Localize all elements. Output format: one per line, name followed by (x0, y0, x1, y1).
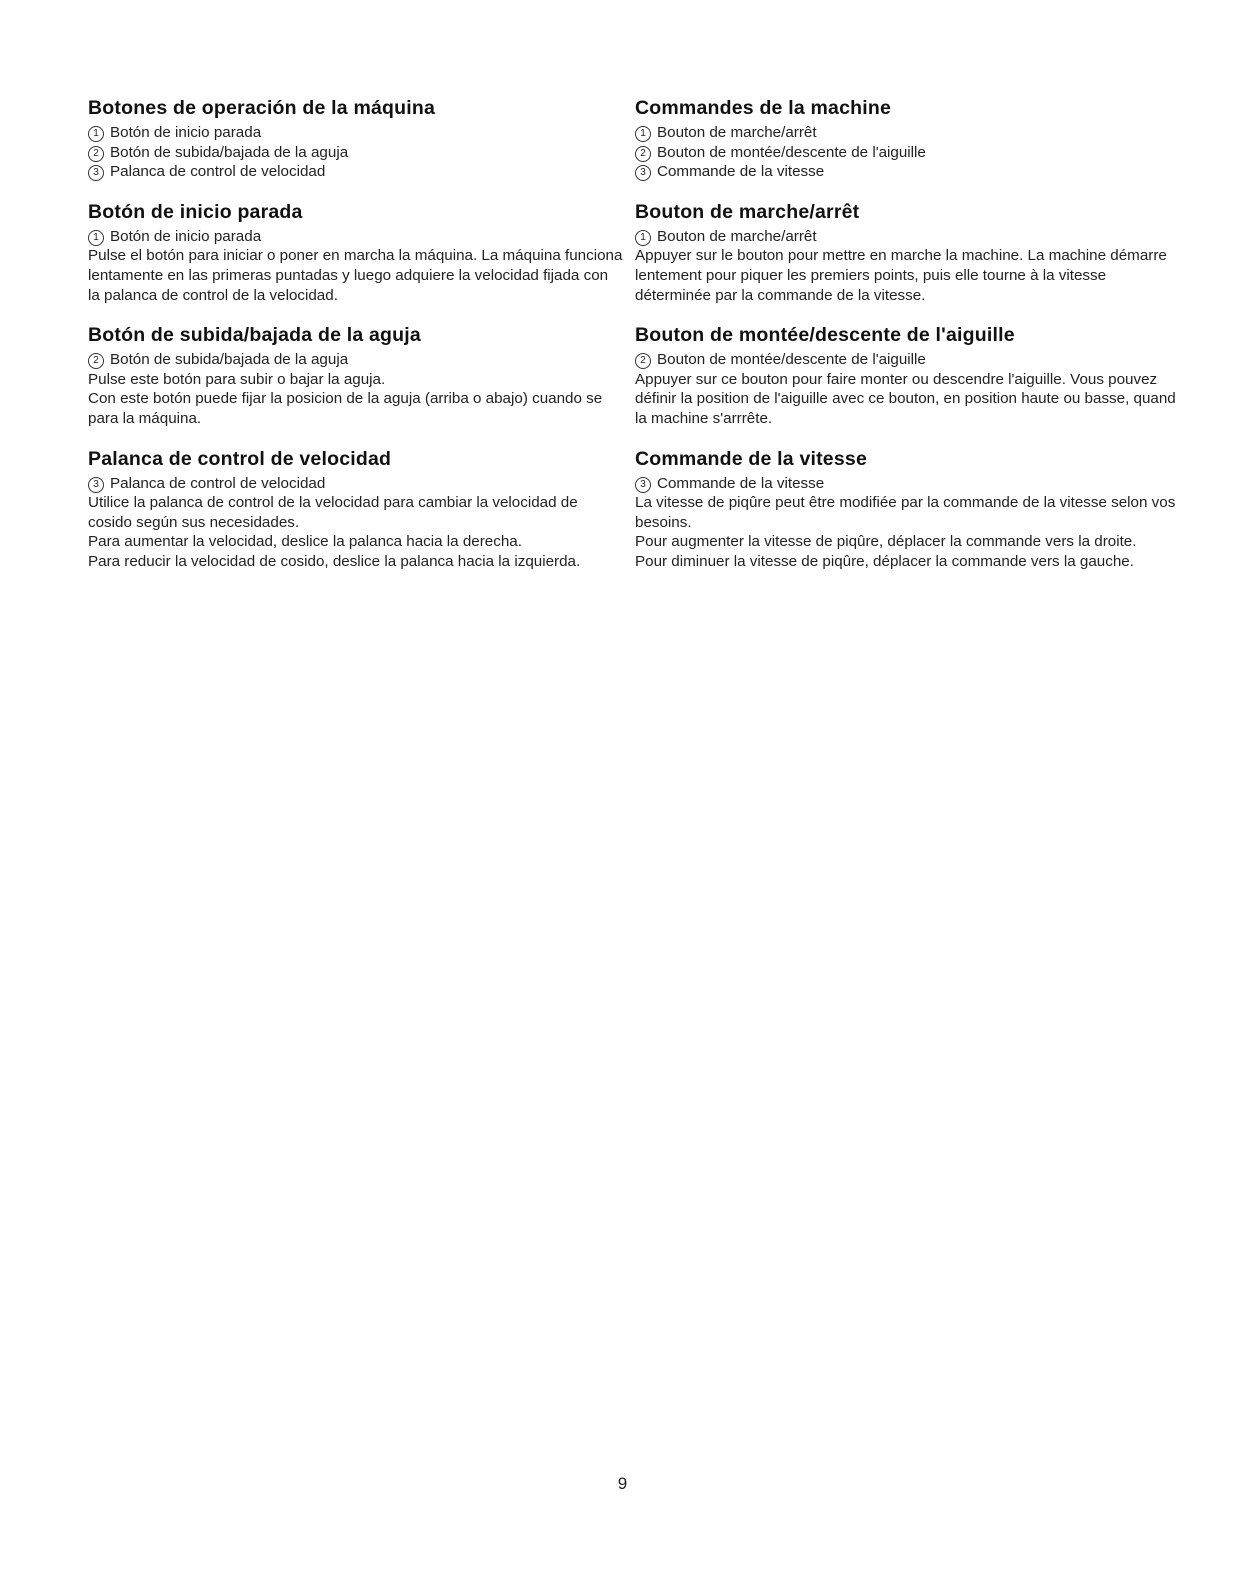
french-column (635, 96, 1180, 572)
section-es-speed-control (88, 447, 623, 572)
circled-number: 3 (88, 477, 104, 493)
list-item (635, 350, 1180, 370)
list-item-text: Botón de inicio parada (110, 124, 262, 141)
circled-number: 2 (635, 146, 651, 162)
paragraph: Con este botón puede fijar la posicion de la aguja (arriba o abajo) cuando se para la máquina. (88, 390, 603, 427)
paragraph: La vitesse de piqûre peut être modifiée par la commande de la vitesse selon vos besoins. (635, 494, 1176, 531)
list-item (635, 474, 1180, 494)
paragraph: Utilice la palanca de control de la velocidad para cambiar la velocidad de cosido según sus necesidades. (88, 494, 578, 531)
list-item-text: Bouton de marche/arrêt (657, 124, 817, 141)
circled-number: 1 (635, 126, 651, 142)
list-item (88, 143, 623, 163)
circled-number: 1 (88, 230, 104, 246)
page-number: 9 (617, 1474, 628, 1493)
section-heading: Palanca de control de velocidad (88, 447, 392, 470)
section-heading: Commande de la vitesse (635, 447, 867, 470)
list-item-text: Palanca de control de velocidad (110, 163, 326, 181)
list-item (635, 162, 1180, 182)
section-fr-needle-up-down (635, 323, 1180, 428)
list-item (635, 123, 1180, 143)
section-es-start-stop (88, 200, 623, 305)
paragraph: Pulse el botón para iniciar o poner en marcha la máquina. La máquina funciona lentamente en las primeras puntadas y luego adquiere la velocidad fijada con la palanca de control de la velocidad. (88, 247, 623, 304)
paragraph: Para aumentar la velocidad, deslice la palanca hacia la derecha. (88, 533, 522, 551)
section-es-machine-controls (88, 96, 623, 182)
section-es-needle-up-down (88, 323, 623, 428)
list-item (635, 227, 1180, 247)
circled-number: 2 (88, 353, 104, 369)
circled-number: 2 (88, 146, 104, 162)
section-fr-machine-controls (635, 96, 1180, 182)
list-item-text: Botón de subida/bajada de la aguja (110, 143, 349, 161)
section-fr-speed-control (635, 447, 1180, 572)
spanish-column (88, 96, 623, 572)
list-item-text: Commande de la vitesse (657, 474, 825, 492)
list-item-text: Palanca de control de velocidad (110, 474, 326, 492)
list-item-text: Bouton de marche/arrêt (657, 227, 817, 245)
paragraph: Pulse este botón para subir o bajar la aguja. (88, 370, 386, 388)
list-item (88, 350, 623, 370)
section-heading: Bouton de marche/arrêt (635, 200, 860, 223)
paragraph: Pour augmenter la vitesse de piqûre, déplacer la commande vers la droite. (635, 533, 1137, 551)
circled-number: 3 (635, 165, 651, 181)
section-heading: Bouton de montée/descente de l'aiguille (635, 324, 1015, 347)
paragraph: Appuyer sur ce bouton pour faire monter ou descendre l'aiguille. Vous pouvez définir la position de l'aiguille avec ce bouton, en position haute ou basse, quand la machine s'arrrête. (635, 370, 1176, 427)
section-heading: Botón de inicio parada (88, 200, 303, 223)
list-item-text: Commande de la vitesse (657, 163, 825, 181)
list-item-text: Bouton de montée/descente de l'aiguille (657, 351, 926, 369)
list-item (635, 143, 1180, 163)
list-item-text: Bouton de montée/descente de l'aiguille (657, 143, 926, 161)
list-item (88, 123, 623, 143)
circled-number: 3 (88, 165, 104, 181)
paragraph: Para reducir la velocidad de cosido, deslice la palanca hacia la izquierda. (88, 552, 581, 570)
circled-number: 3 (635, 477, 651, 493)
paragraph: Appuyer sur le bouton pour mettre en marche la machine. La machine démarre lentement pour piquer les premiers points, puis elle tourne à la vitesse déterminée par la commande de la vitesse. (635, 247, 1167, 304)
list-item (88, 162, 623, 182)
section-heading: Botón de subida/bajada de la aguja (88, 324, 421, 347)
list-item (88, 474, 623, 494)
section-fr-start-stop (635, 200, 1180, 305)
circled-number: 1 (635, 230, 651, 246)
section-heading: Commandes de la machine (635, 97, 892, 119)
list-item-text: Botón de inicio parada (110, 227, 262, 245)
section-heading: Botones de operación de la máquina (88, 97, 436, 119)
circled-number: 2 (635, 353, 651, 369)
list-item (88, 227, 623, 247)
paragraph: Pour diminuer la vitesse de piqûre, déplacer la commande vers la gauche. (635, 552, 1134, 570)
list-item-text: Botón de subida/bajada de la aguja (110, 351, 349, 369)
circled-number: 1 (88, 126, 104, 142)
